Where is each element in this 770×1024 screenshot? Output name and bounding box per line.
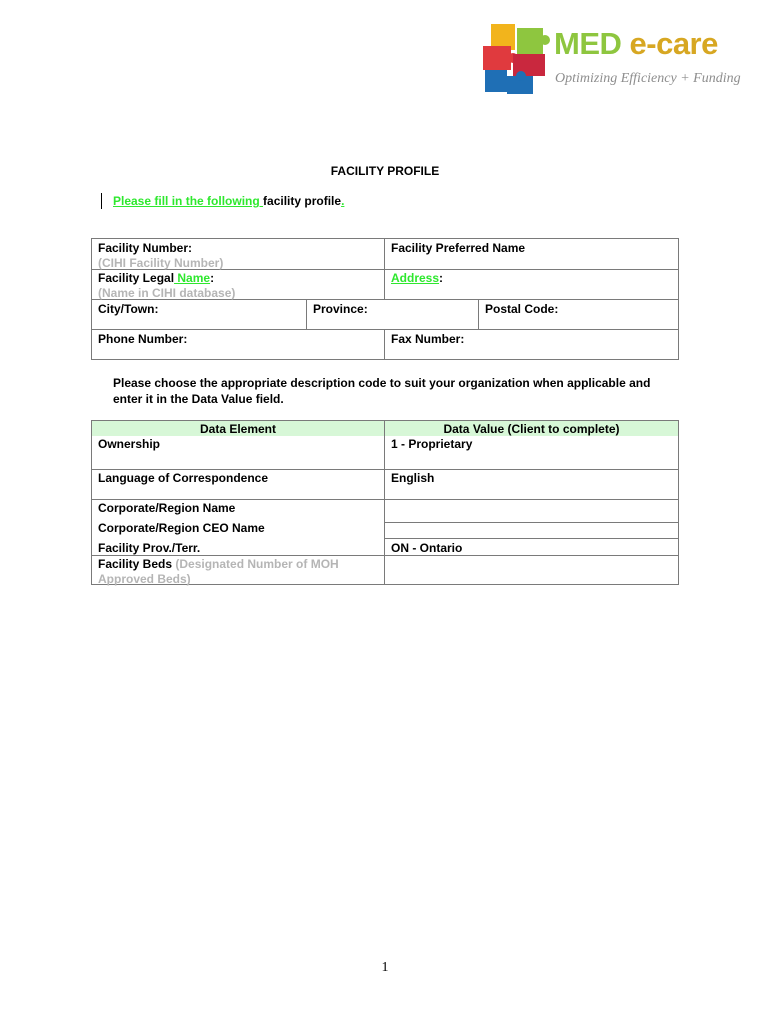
legal-name-label: Facility Legal	[98, 271, 175, 285]
facility-preferred-name-field[interactable]	[385, 239, 678, 258]
address-colon: :	[439, 271, 444, 285]
facility-profile-table	[91, 238, 679, 360]
address-field[interactable]	[385, 269, 678, 288]
page-title: FACILITY PROFILE	[330, 164, 440, 178]
instruction-green-text: Please fill in the following	[113, 194, 264, 208]
puzzle-cross-icon	[483, 24, 551, 96]
header-data-value: Data Value (Client to complete)	[443, 422, 620, 436]
phone-number-label: Phone Number:	[98, 332, 188, 346]
med-ecare-logo	[483, 24, 741, 96]
instruction-period: .	[341, 194, 345, 208]
logo-tagline: Optimizing Efficiency + Funding	[555, 71, 741, 86]
postal-code-label: Postal Code:	[485, 302, 559, 316]
table-row-element: Corporate/Region Name	[98, 501, 236, 515]
table-row-value[interactable]: English	[391, 471, 435, 485]
logo-ecare-text: e-care	[629, 26, 718, 61]
page-number: 1	[381, 960, 389, 975]
facility-number-field[interactable]	[92, 239, 384, 273]
phone-number-field[interactable]	[92, 330, 384, 349]
legal-name-colon: :	[210, 271, 215, 285]
table-row-element: Language of Correspondence	[98, 471, 269, 485]
table-row-value[interactable]: 1 - Proprietary	[391, 437, 473, 451]
province-field[interactable]	[307, 300, 478, 319]
address-label: Address	[391, 271, 440, 285]
province-label: Province:	[313, 302, 368, 316]
facility-number-hint: (CIHI Facility Number)	[98, 256, 224, 270]
table-row-element: Ownership	[98, 437, 161, 451]
header-data-element: Data Element	[199, 422, 277, 436]
data-element-table	[91, 420, 679, 585]
facility-beds-label: Facility Beds	[98, 557, 173, 571]
facility-beds-hint: (Designated Number of MOH Approved Beds)	[98, 557, 339, 586]
text-cursor	[101, 193, 102, 209]
postal-code-field[interactable]	[479, 300, 678, 319]
facility-legal-name-field[interactable]	[92, 269, 384, 303]
city-town-field[interactable]	[92, 300, 306, 319]
fax-number-field[interactable]	[385, 330, 678, 349]
instruction-black-text: facility profile	[263, 194, 342, 208]
instruction-line	[113, 194, 344, 208]
table-row-element: Facility Prov./Terr.	[98, 541, 201, 555]
legal-name-green-label: Name	[174, 271, 211, 285]
table-row-value[interactable]	[385, 499, 678, 522]
legal-name-hint: (Name in CIHI database)	[98, 286, 236, 300]
logo-med-text: MED	[554, 26, 622, 61]
instruction-note: Please choose the appropriate description code to suit your organization when applicable and enter it in the Data Value field.	[113, 376, 651, 406]
table-row-element	[92, 555, 384, 589]
fax-number-label: Fax Number:	[391, 332, 465, 346]
table-row-value[interactable]	[385, 556, 678, 584]
facility-preferred-name-label: Facility Preferred Name	[391, 241, 526, 255]
table-row-value[interactable]	[385, 523, 678, 538]
city-town-label: City/Town:	[98, 302, 159, 316]
facility-number-label: Facility Number:	[98, 241, 193, 255]
table-row-value[interactable]: ON - Ontario	[391, 541, 463, 555]
table-row-element: Corporate/Region CEO Name	[98, 521, 265, 535]
logo-wordmark	[554, 28, 718, 59]
